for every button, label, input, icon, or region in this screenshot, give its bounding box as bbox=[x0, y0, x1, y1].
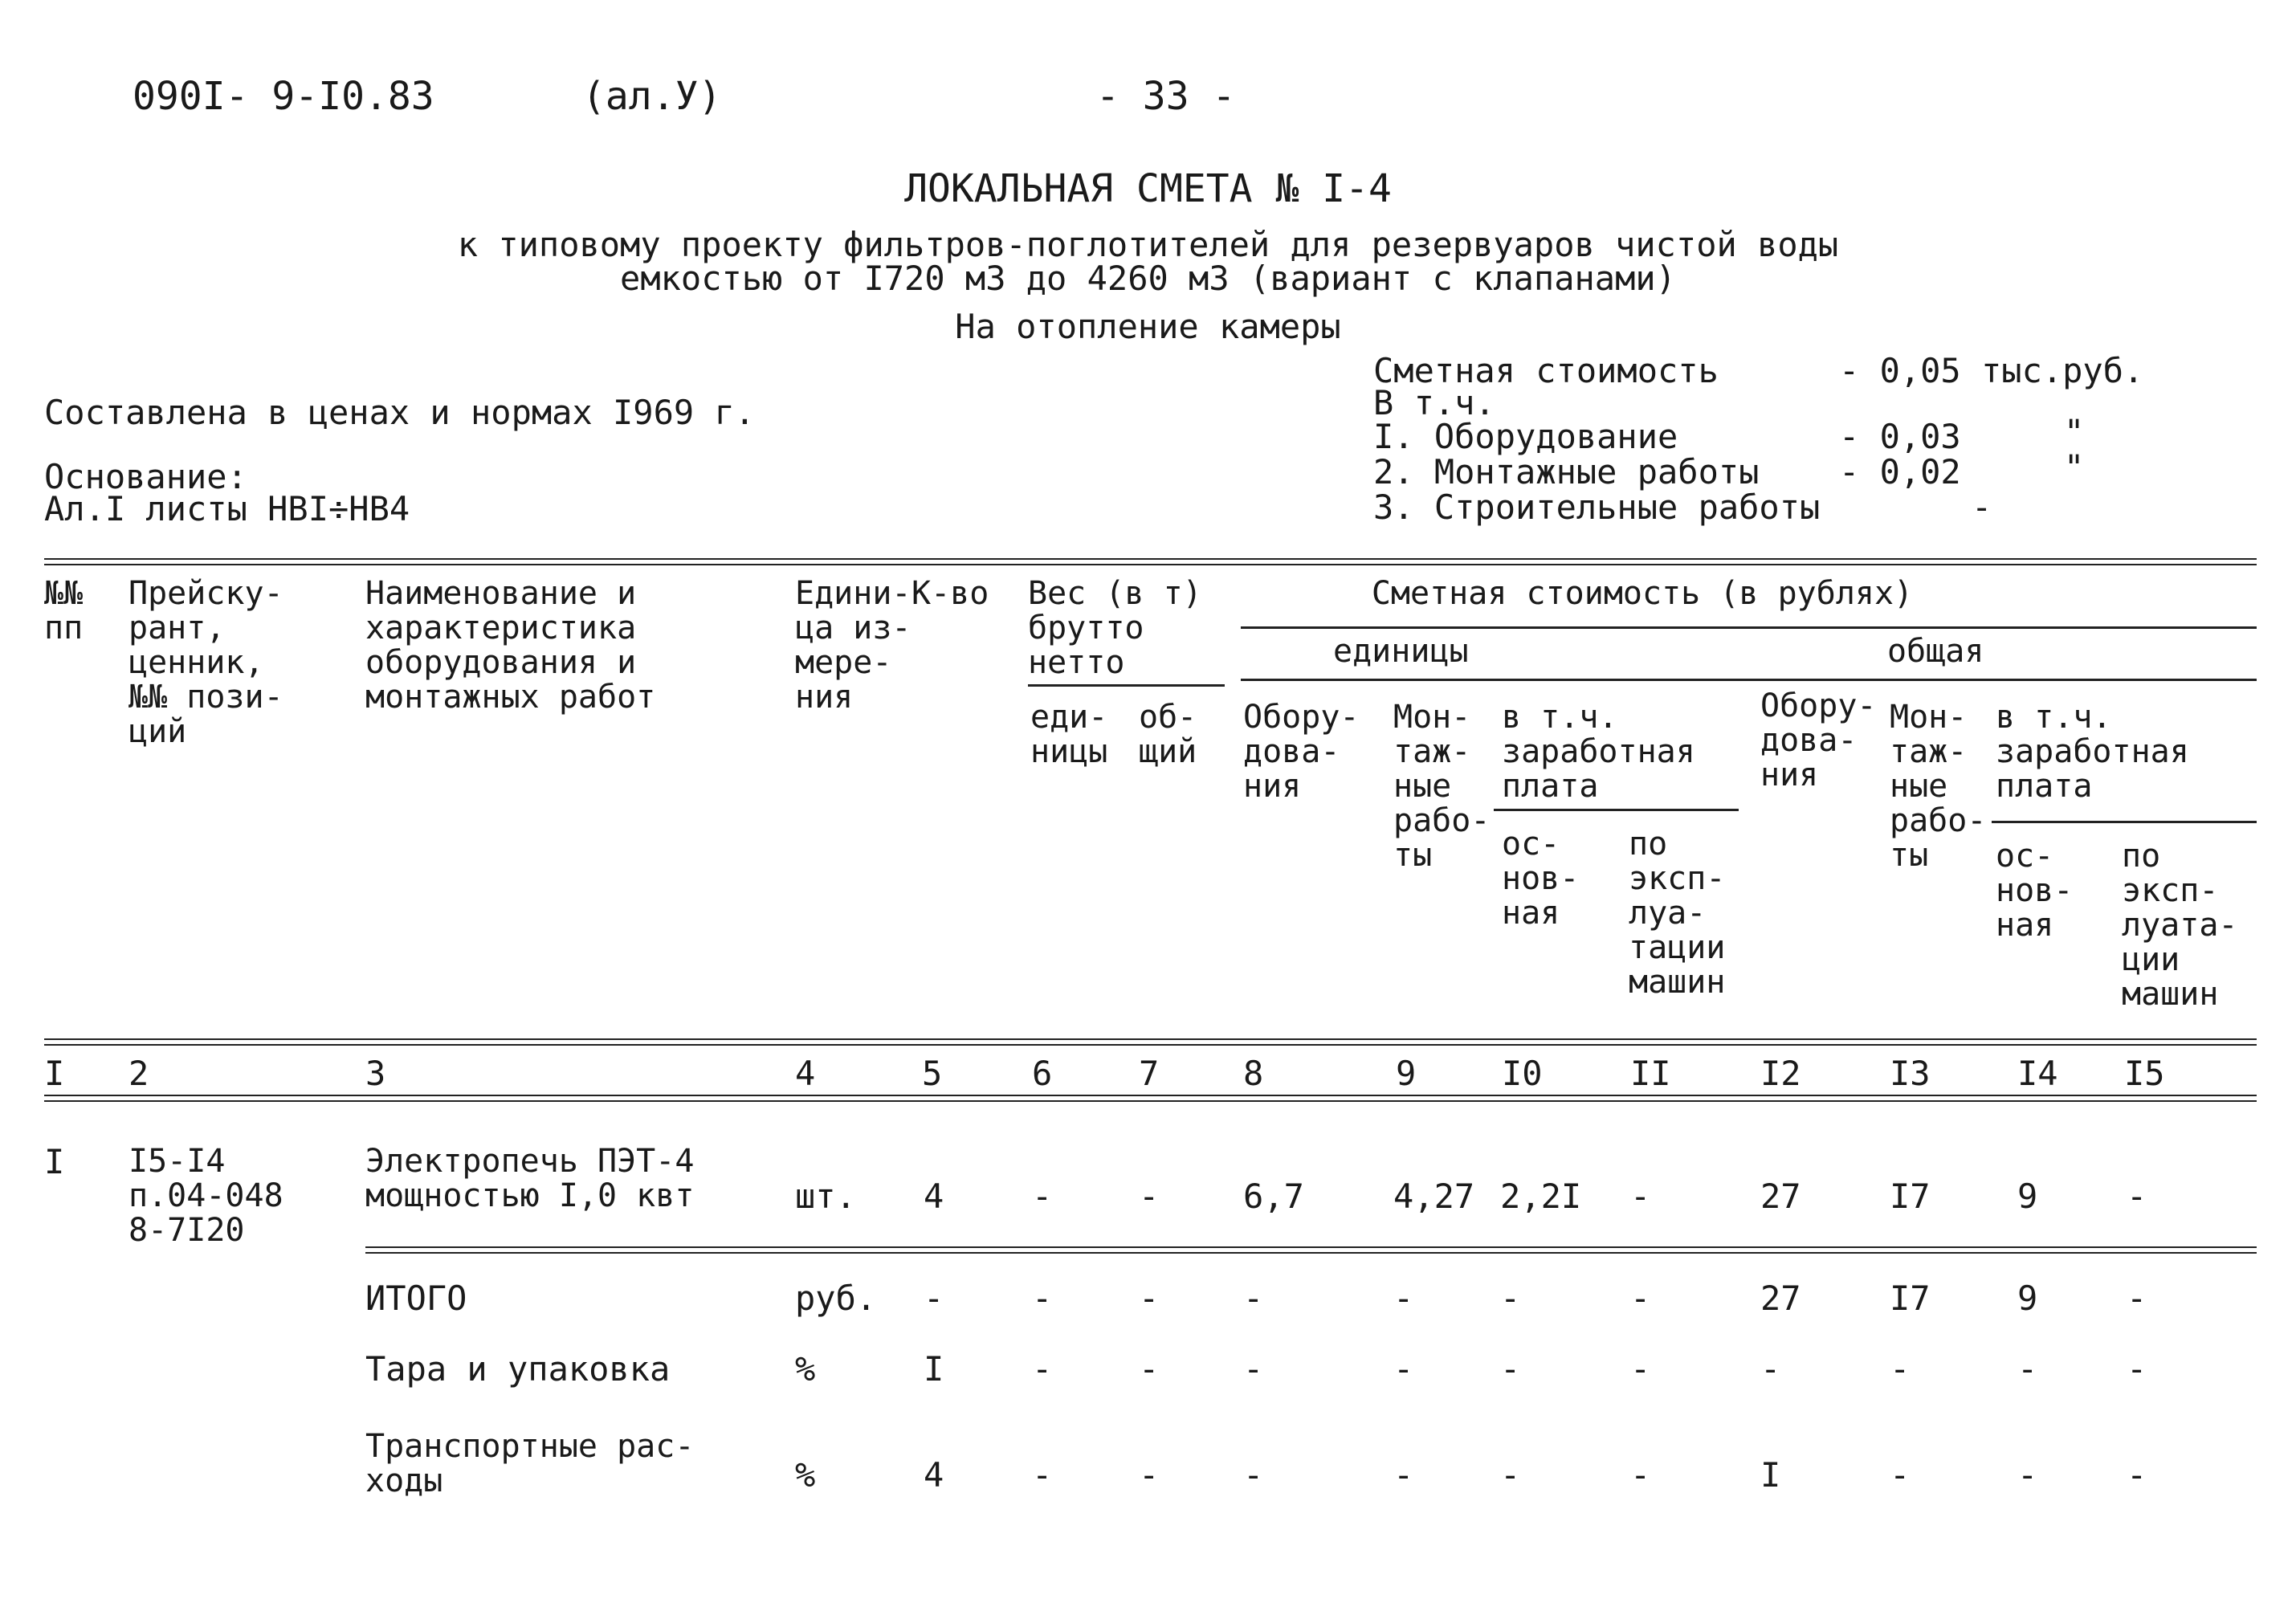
header-equipment-total: Обору- дова- ния bbox=[1760, 687, 1877, 793]
row-name: ИТОГО bbox=[365, 1279, 467, 1318]
estimated-cost-value: - 0,05 тыс.руб. bbox=[1839, 351, 2144, 390]
header-wages: в т.ч. заработная плата bbox=[1502, 699, 1695, 805]
column-number: I4 bbox=[2017, 1054, 2058, 1093]
row-weight-total: - bbox=[1139, 1349, 1160, 1389]
row-wages-machines-total: - bbox=[2127, 1279, 2147, 1318]
header-price-list: Прейску- рант, ценник, №№ пози- ций bbox=[128, 575, 283, 750]
row-wages-basic: - bbox=[1500, 1455, 1521, 1495]
row-quantity: 4 bbox=[924, 1177, 944, 1216]
row-weight-unit: - bbox=[1032, 1177, 1053, 1216]
row-equipment: - bbox=[1243, 1455, 1264, 1495]
title-line-3: На отопление камеры bbox=[955, 307, 1341, 346]
header-unit: Едини- ца из- мере- ния bbox=[795, 575, 911, 716]
row-equipment-total: - bbox=[1760, 1349, 1781, 1389]
basis-label: Основание: bbox=[44, 457, 247, 496]
header-rule bbox=[1241, 626, 2257, 629]
header-weight-unit: еди- ницы bbox=[1030, 699, 1108, 770]
cost-item-label: 2. Монтажные работы bbox=[1373, 452, 1760, 492]
row-price-reference: I5-I4 п.04-048 8-7I20 bbox=[128, 1143, 283, 1249]
row-quantity: - bbox=[924, 1279, 944, 1318]
column-number: I bbox=[44, 1054, 65, 1093]
row-wages-basic-total: - bbox=[2017, 1349, 2038, 1389]
row-wages-machines: - bbox=[1630, 1279, 1651, 1318]
row-name: Электропечь ПЭТ-4 мощностью I,0 квт bbox=[365, 1143, 695, 1214]
header-rule bbox=[1028, 684, 1225, 687]
row-wages-machines-total: - bbox=[2127, 1455, 2147, 1495]
row-unit: шт. bbox=[795, 1177, 856, 1216]
row-installation: 4,27 bbox=[1393, 1177, 1475, 1216]
column-number: 6 bbox=[1032, 1054, 1053, 1093]
header-name: Наименование и характеристика оборудования и монтажных работ bbox=[365, 575, 656, 716]
row-equipment-total: 27 bbox=[1760, 1279, 1801, 1318]
header-wages-machines: по эксп- луа- тации машин bbox=[1629, 826, 1726, 1001]
column-number: II bbox=[1630, 1054, 1671, 1093]
row-number: I bbox=[44, 1142, 65, 1181]
row-equipment: 6,7 bbox=[1243, 1177, 1304, 1216]
header-weight-total: об- щий bbox=[1139, 699, 1197, 770]
column-number: 3 bbox=[365, 1054, 386, 1093]
row-installation-total: I7 bbox=[1890, 1279, 1931, 1318]
row-wages-basic: 2,2I bbox=[1500, 1177, 1582, 1216]
row-weight-unit: - bbox=[1032, 1349, 1053, 1389]
page-number: - 33 - bbox=[1096, 74, 1236, 119]
row-wages-machines: - bbox=[1630, 1455, 1651, 1495]
row-wages-basic: - bbox=[1500, 1349, 1521, 1389]
row-weight-total: - bbox=[1139, 1455, 1160, 1495]
title-line-1: к типовому проекту фильтров-поглотителей для резервуаров чистой воды bbox=[457, 225, 1839, 264]
header-installation-total: Мон- таж- ные рабо- ты bbox=[1890, 699, 1987, 874]
including-label: В т.ч. bbox=[1373, 383, 1495, 422]
column-numbers-rule bbox=[44, 1095, 2257, 1102]
row-installation: - bbox=[1393, 1455, 1414, 1495]
row-wages-machines: - bbox=[1630, 1177, 1651, 1216]
header-total: общая bbox=[1887, 633, 1984, 670]
row-unit: руб. bbox=[795, 1279, 877, 1318]
row-equipment-total: 27 bbox=[1760, 1177, 1801, 1216]
row-name: Тара и упаковка bbox=[365, 1349, 671, 1389]
header-bottom-rule bbox=[44, 1038, 2257, 1046]
cost-item-value: - 0,02 bbox=[1839, 452, 1961, 492]
row-wages-basic-total: - bbox=[2017, 1455, 2038, 1495]
row-installation: - bbox=[1393, 1279, 1414, 1318]
row-weight-total: - bbox=[1139, 1279, 1160, 1318]
ditto-mark: " bbox=[2064, 447, 2085, 487]
header-row-number: №№ пп bbox=[44, 575, 84, 647]
title-line-2: емкостью от I720 м3 до 4260 м3 (вариант с клапанами) bbox=[620, 259, 1676, 298]
table-top-rule bbox=[44, 558, 2257, 565]
items-rule bbox=[365, 1246, 2257, 1254]
column-number: 9 bbox=[1396, 1054, 1417, 1093]
row-quantity: I bbox=[924, 1349, 944, 1389]
row-wages-basic-total: 9 bbox=[2017, 1177, 2038, 1216]
cost-item-value: - bbox=[1972, 487, 1992, 527]
basis-value: Ал.I листы НВI÷НВ4 bbox=[44, 489, 410, 528]
header-weight: Вес (в т) брутто нетто bbox=[1028, 575, 1202, 681]
row-wages-basic-total: 9 bbox=[2017, 1279, 2038, 1318]
prices-note: Составлена в ценах и нормах I969 г. bbox=[44, 393, 756, 432]
row-equipment-total: I bbox=[1760, 1455, 1781, 1495]
row-weight-unit: - bbox=[1032, 1279, 1053, 1318]
header-wages-basic: ос- нов- ная bbox=[1502, 826, 1580, 932]
header-equipment: Обору- дова- ния bbox=[1243, 699, 1360, 805]
album-reference: (ал.У) bbox=[582, 74, 722, 119]
column-number: I5 bbox=[2124, 1054, 2165, 1093]
header-wages-basic-total: ос- нов- ная bbox=[1996, 838, 2074, 944]
document-title: ЛОКАЛЬНАЯ СМЕТА № I-4 bbox=[904, 166, 1392, 211]
header-estimated-cost: Сметная стоимость (в рублях) bbox=[1371, 575, 1914, 612]
row-wages-machines: - bbox=[1630, 1349, 1651, 1389]
row-installation-total: I7 bbox=[1890, 1177, 1931, 1216]
row-equipment: - bbox=[1243, 1279, 1264, 1318]
column-number: I2 bbox=[1760, 1054, 1801, 1093]
header-installation: Мон- таж- ные рабо- ты bbox=[1393, 699, 1491, 874]
header-quantity: К-во bbox=[911, 575, 989, 612]
estimated-cost-label: Сметная стоимость bbox=[1373, 351, 1719, 390]
row-installation-total: - bbox=[1890, 1349, 1911, 1389]
column-number: 7 bbox=[1139, 1054, 1160, 1093]
column-number: 4 bbox=[795, 1054, 816, 1093]
row-unit: % bbox=[795, 1455, 816, 1495]
column-number: I0 bbox=[1502, 1054, 1543, 1093]
header-wages-machines-total: по эксп- луата- ции машин bbox=[2122, 838, 2238, 1013]
cost-item-label: 3. Строительные работы bbox=[1373, 487, 1821, 527]
row-name: Транспортные рас- ходы bbox=[365, 1428, 695, 1499]
header-per-unit: единицы bbox=[1333, 633, 1469, 670]
row-wages-machines-total: - bbox=[2127, 1177, 2147, 1216]
row-wages-machines-total: - bbox=[2127, 1349, 2147, 1389]
row-equipment: - bbox=[1243, 1349, 1264, 1389]
row-installation-total: - bbox=[1890, 1455, 1911, 1495]
ditto-mark: " bbox=[2064, 412, 2085, 451]
row-weight-unit: - bbox=[1032, 1455, 1053, 1495]
cost-item-value: - 0,03 bbox=[1839, 417, 1961, 456]
column-number: 5 bbox=[922, 1054, 943, 1093]
column-number: 2 bbox=[128, 1054, 149, 1093]
cost-item-label: I. Оборудование bbox=[1373, 417, 1678, 456]
header-wages-total: в т.ч. заработная плата bbox=[1996, 699, 2189, 805]
row-unit: % bbox=[795, 1349, 816, 1389]
document-code: 090I- 9-I0.83 bbox=[133, 74, 434, 119]
row-installation: - bbox=[1393, 1349, 1414, 1389]
row-weight-total: - bbox=[1139, 1177, 1160, 1216]
column-number: 8 bbox=[1243, 1054, 1264, 1093]
row-wages-basic: - bbox=[1500, 1279, 1521, 1318]
header-rule bbox=[1241, 679, 2257, 681]
header-rule bbox=[1494, 809, 1739, 811]
column-number: I3 bbox=[1890, 1054, 1931, 1093]
header-rule bbox=[1992, 821, 2257, 823]
row-quantity: 4 bbox=[924, 1455, 944, 1495]
